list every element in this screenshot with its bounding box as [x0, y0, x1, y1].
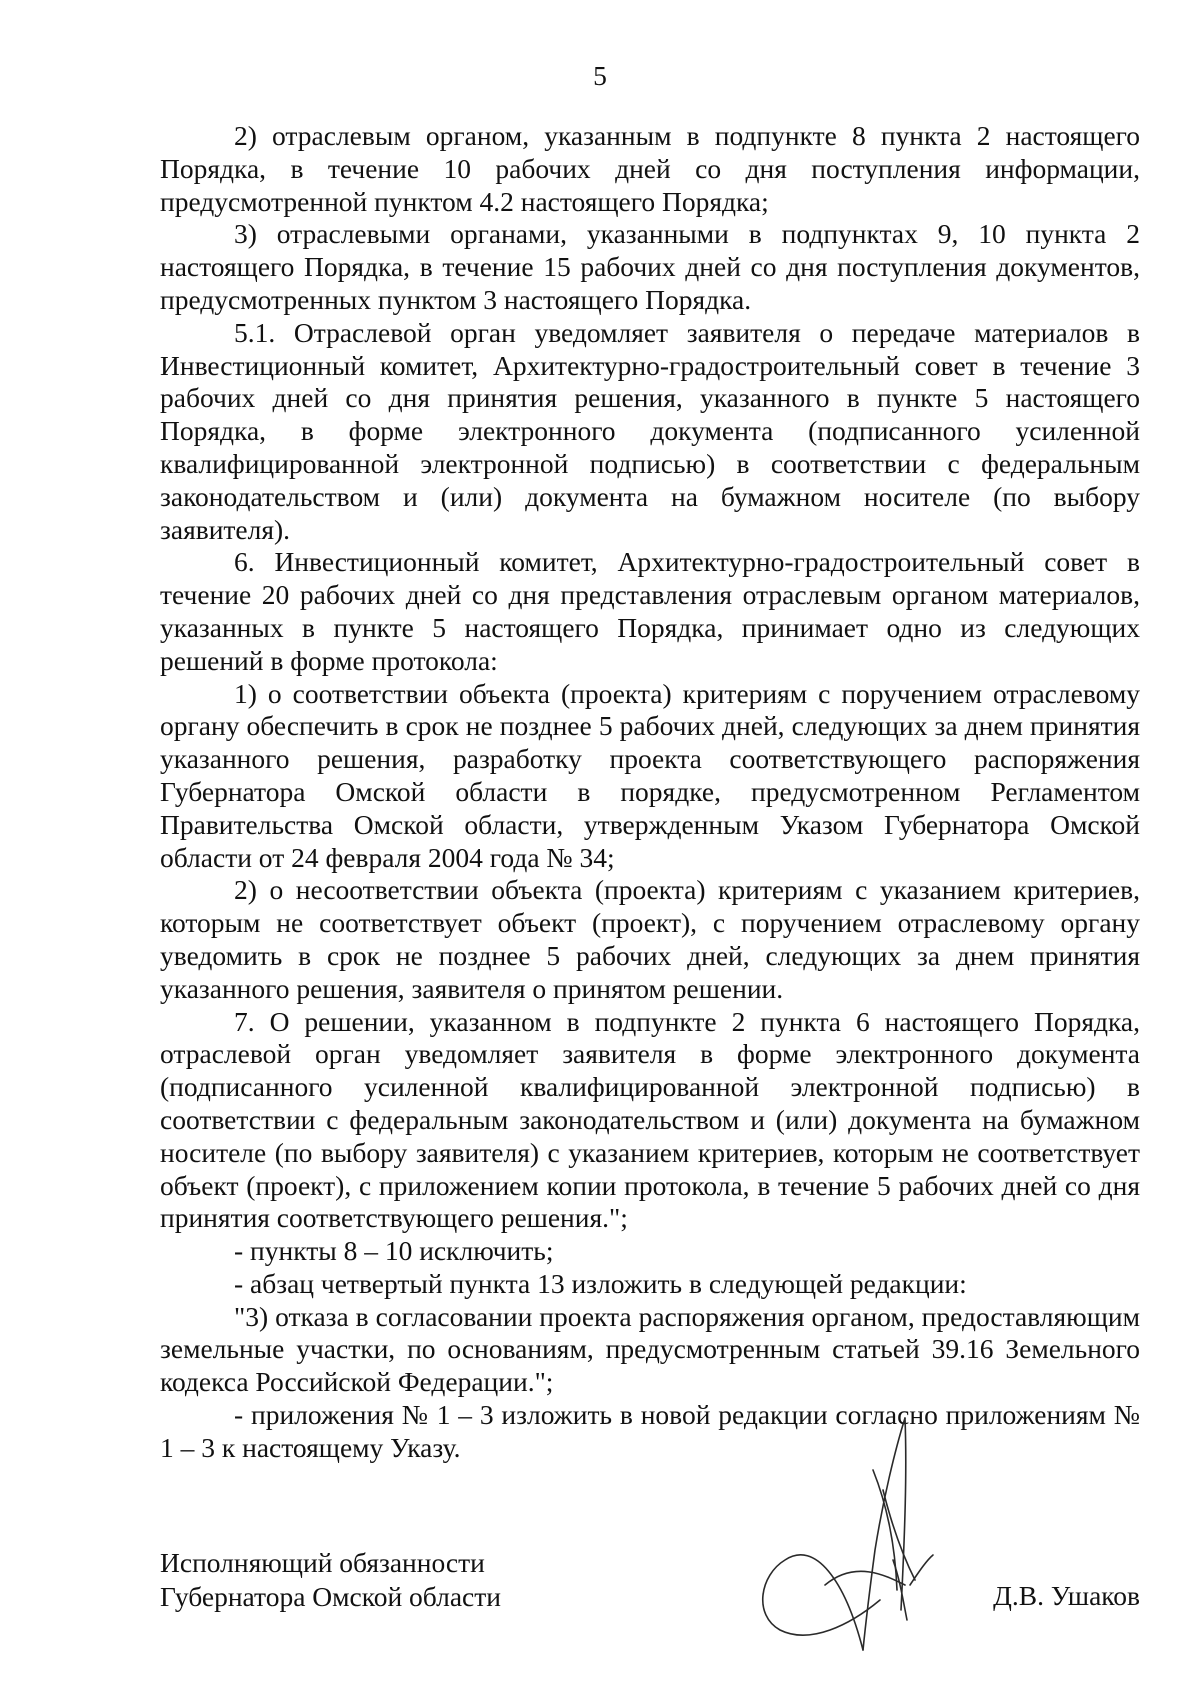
page-number: 5: [593, 60, 607, 91]
paragraph-5-1: 5.1. Отраслевой орган уведомляет заявителя о передаче материалов в Инвестиционный комитет, Архитектурно-градостроительный совет в течение 3 рабочих дней со дня принятия решения, указанного в пункте 5 настоящего Порядка, в форме электронного документа (подписанного усиленной квалифицированной электронной подписью) в соответствии с федеральным законодательством и (или) документа на бумажном носителе (по выбору заявителя).: [160, 316, 1140, 545]
signatory-name: Д.В. Ушаков: [993, 1580, 1140, 1611]
paragraph-6-item-1: 1) о соответствии объекта (проекта) критериям с поручением отраслевому органу обеспечить в срок не позднее 5 рабочих дней, следующих за днем принятия указанного решения, разработку проекта соответствующего распоряжения Губернатора Омской области в порядке, предусмотренном Регламентом Правительства Омской области, утвержденным Указом Губернатора Омской области от 24 февраля 2004 года № 34;: [160, 677, 1140, 873]
amendment-points-8-10: - пункты 8 – 10 исключить;: [234, 1235, 554, 1267]
paragraph-item-3: 3) отраслевыми органами, указанными в подпунктах 9, 10 пункта 2 настоящего Порядка, в течение 15 рабочих дней со дня поступления документов, предусмотренных пунктом 3 настоящего Порядка.: [160, 218, 1140, 315]
paragraph-7: 7. О решении, указанном в подпункте 2 пункта 6 настоящего Порядка, отраслевой орган уведомляет заявителя в форме электронного документа (подписанного усиленной квалифицированной электронной подписью) в соответствии с федеральным законодательством и (или) документа на бумажном носителе (по выбору заявителя) с указанием критериев, которым не соответствует объект (проект), с приложением копии протокола, в течение 5 рабочих дней со дня принятия соответствующего решения.";: [160, 1005, 1140, 1234]
amendment-point-13: - абзац четвертый пункта 13 изложить в следующей редакции:: [234, 1267, 967, 1299]
amendment-point-13-text: "3) отказа в согласовании проекта распоряжения органом, предоставляющим земельные участки, по основаниям, предусмотренным статьей 39.16 Земельного кодекса Российской Федерации.";: [160, 1300, 1140, 1398]
signatory-title: [160, 1546, 501, 1614]
paragraph-6: 6. Инвестиционный комитет, Архитектурно-градостроительный совет в течение 20 рабочих дней со дня представления отраслевым органом материалов, указанных в пункте 5 настоящего Порядка, принимает одно из следующих решений в форме протокола:: [160, 546, 1140, 676]
signatory-title-line2: Губернатора Омской области: [160, 1581, 501, 1612]
paragraph-6-item-2: 2) о несоответствии объекта (проекта) критериям с указанием критериев, которым не соответствует объект (проект), с поручением отраслевому органу уведомить в срок не позднее 5 рабочих дней, следующих за днем принятия указанного решения, заявителя о принятом решении.: [160, 874, 1140, 1004]
document-body: [160, 120, 1140, 1465]
signatory-title-line1: Исполняющий обязанности: [160, 1547, 485, 1578]
paragraph-item-2: 2) отраслевым органом, указанным в подпункте 8 пункта 2 настоящего Порядка, в течение 10 рабочих дней со дня поступления информации, предусмотренной пунктом 4.2 настоящего Порядка;: [160, 120, 1140, 217]
amendment-appendices: - приложения № 1 – 3 изложить в новой редакции согласно приложениям № 1 – 3 к настоящему Указу.: [160, 1399, 1140, 1463]
handwritten-signature: [755, 1410, 1015, 1660]
